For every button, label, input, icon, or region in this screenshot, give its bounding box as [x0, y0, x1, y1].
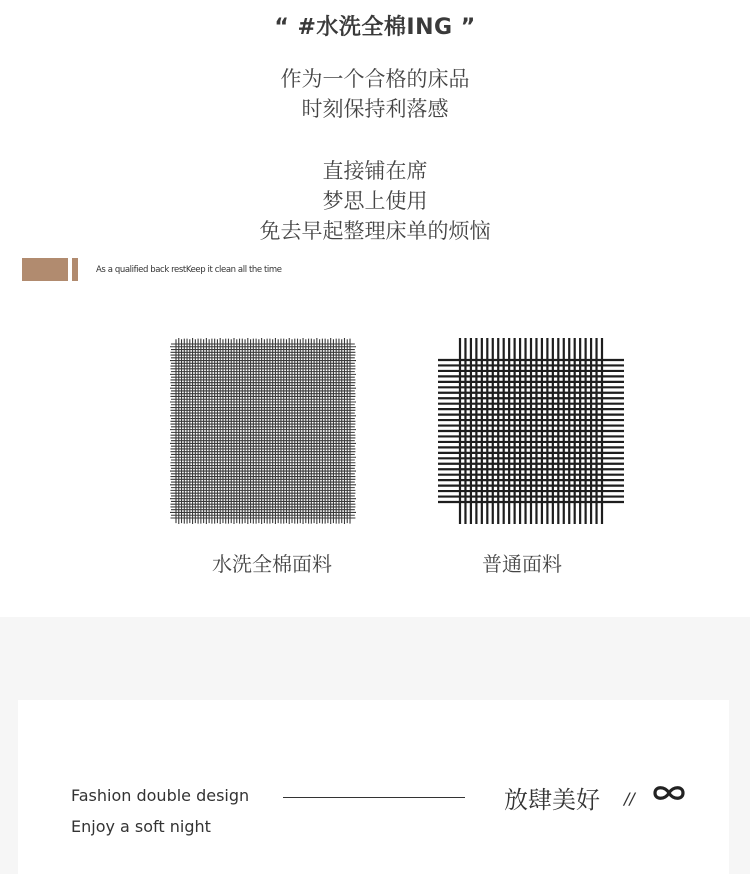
intro-paragraph-1: [0, 64, 750, 124]
infinity-icon: [652, 782, 686, 804]
tagline: As a qualified back restKeep it clean all the time: [96, 265, 282, 275]
english-slogan-1: Fashion double design: [71, 786, 250, 805]
washed-cotton-label: 水洗全棉面料: [212, 552, 332, 576]
bottom-section: [0, 617, 750, 874]
normal-fabric-label: 普通面料: [482, 552, 562, 576]
slash-separator: //: [624, 789, 635, 808]
intro-paragraph-2: [0, 156, 750, 246]
english-slogan-2: Enjoy a soft night: [71, 817, 211, 836]
intro-line: 直接铺在席: [322, 159, 428, 183]
page-title: “ #水洗全棉ING ”: [274, 15, 476, 40]
divider-line: [283, 797, 465, 798]
intro-line: 作为一个合格的床品: [280, 67, 470, 91]
intro-line: 时刻保持利落感: [301, 97, 449, 121]
intro-line: 免去早起整理床单的烦恼: [259, 219, 491, 243]
slogan-card: [18, 700, 729, 874]
chinese-slogan: 放肆美好: [504, 786, 600, 814]
intro-line: 梦思上使用: [322, 189, 428, 213]
accent-swatch-small: [72, 258, 78, 281]
washed-cotton-weave-icon: [170, 338, 356, 524]
accent-swatch: [22, 258, 68, 281]
normal-fabric-weave-icon: [438, 338, 626, 524]
